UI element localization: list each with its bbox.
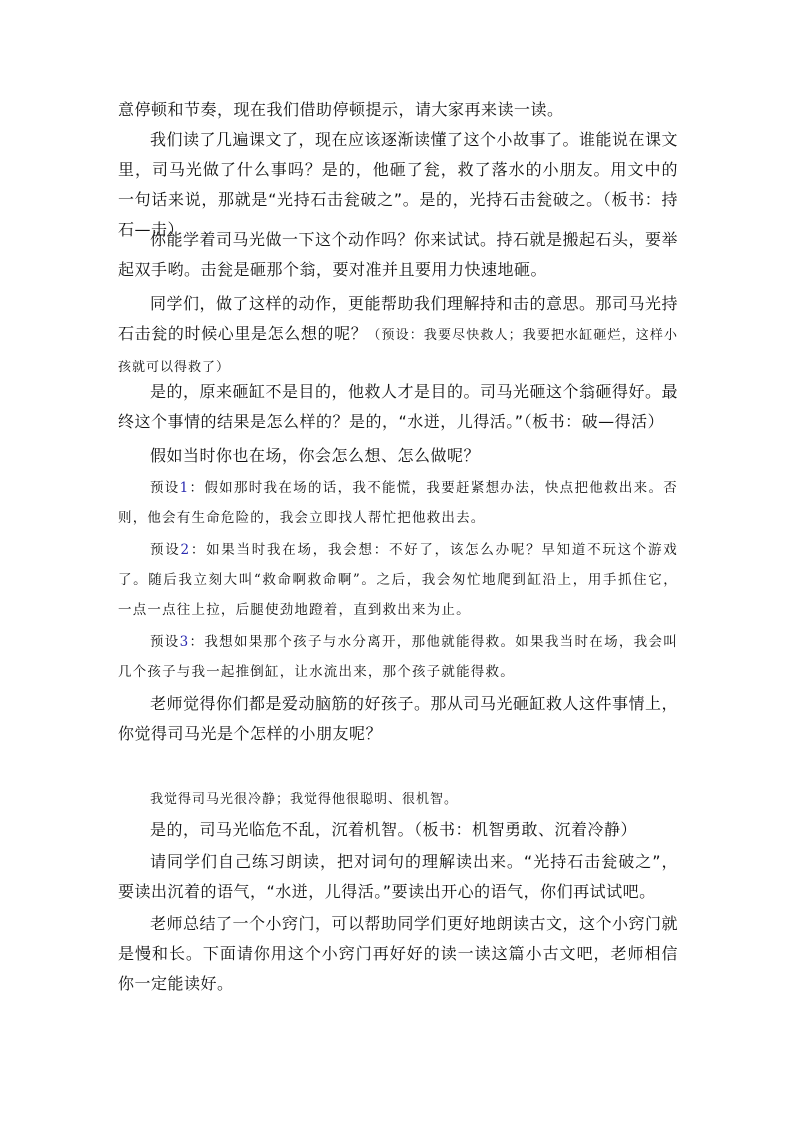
preset-label: 预设 bbox=[150, 634, 180, 650]
preset-number: 1 bbox=[179, 480, 190, 496]
paragraph-story-summary: 我们读了几遍课文了，现在应该逐渐读懂了这个小故事了。谁能说在课文里，司马光做了什么事吗？是的，他砸了瓮，救了落水的小朋友。用文中的一句话来说，那就是“光持石击瓮破之”。是的，光持石击瓮破之。（板书：持石—击） bbox=[118, 130, 679, 239]
preset-answer-3 bbox=[118, 627, 678, 687]
preset-text: ：假如那时我在场的话，我不能慌，我要赶紧想办法，快点把他救出来。否则，他会有生命危险的，我会立即找人帮忙把他救出去。 bbox=[118, 480, 678, 526]
preset-answer-1 bbox=[118, 473, 678, 533]
paragraph-imagine-question: 假如当时你也在场，你会怎么想、怎么做呢？ bbox=[150, 446, 481, 465]
paragraph-teacher-praise: 老师觉得你们都是爱动脑筋的好孩子。那从司马光砸缸救人这件事情上，你觉得司马光是个怎样的小朋友呢？ bbox=[118, 694, 679, 743]
preset-number: 2 bbox=[180, 542, 191, 558]
paragraph-reading-tip: 老师总结了一个小窍门，可以帮助同学们更好地朗读古文，这个小窍门就是慢和长。下面请你用这个小窍门再好好的读一读这篇小古文吧，老师相信你一定能读好。 bbox=[118, 914, 679, 993]
preset-answer-2 bbox=[118, 535, 678, 625]
question-text: 同学们，做了这样的动作，更能帮助我们理解持和击的意思。那司马光持石击瓮的时候心里是怎么想的呢？ bbox=[118, 294, 679, 343]
preset-label: 预设 bbox=[150, 480, 180, 496]
paragraph-reading-practice: 请同学们自己练习朗读，把对词句的理解读出来。“光持石击瓮破之”，要读出沉着的语气，“水迸，儿得活。”要读出开心的语气，你们再试试吧。 bbox=[118, 852, 678, 901]
preset-label: 预设 bbox=[150, 542, 181, 558]
paragraph-action-demo: 你能学着司马光做一下这个动作吗？你来试试。持石就是搬起石头，要举起双手哟。击瓮是砸那个翁，要对准并且要用力快速地砸。 bbox=[118, 230, 679, 279]
preset-answer-text: （预设：我要尽快救人；我要把水缸砸烂，这样小孩就可以得救了） bbox=[118, 328, 678, 375]
paragraph-board-summary: 是的，司马光临危不乱，沉着机智。（板书：机智勇敢、沉着冷静） bbox=[150, 820, 638, 839]
paragraph-reading-hint: 意停顿和节奏，现在我们借助停顿提示，请大家再来读一读。 bbox=[118, 100, 564, 119]
paragraph-result: 是的，原来砸缸不是目的，他救人才是目的。司马光砸这个翁砸得好。最终这个事情的结果是怎么样的？是的，“水迸，儿得活。”（板书：破—得活） bbox=[118, 382, 679, 431]
preset-text: ：如果当时我在场，我会想：不好了，该怎么办呢？早知道不玩这个游戏了。随后我立刻大叫“救命啊救命啊”。之后，我会匆忙地爬到缸沿上，用手抓住它，一点一点往上拉，后腿使劲地蹬着，直到救出来为止。 bbox=[118, 542, 678, 618]
paragraph-student-answer: 我觉得司马光很冷静；我觉得他很聪明、很机智。 bbox=[150, 792, 459, 807]
preset-text: ：我想如果那个孩子与水分离开，那他就能得救。如果我当时在场，我会叫几个孩子与我一起推倒缸，让水流出来，那个孩子就能得救。 bbox=[118, 634, 678, 680]
preset-number: 3 bbox=[179, 634, 190, 650]
paragraph-thinking-question bbox=[118, 289, 678, 383]
